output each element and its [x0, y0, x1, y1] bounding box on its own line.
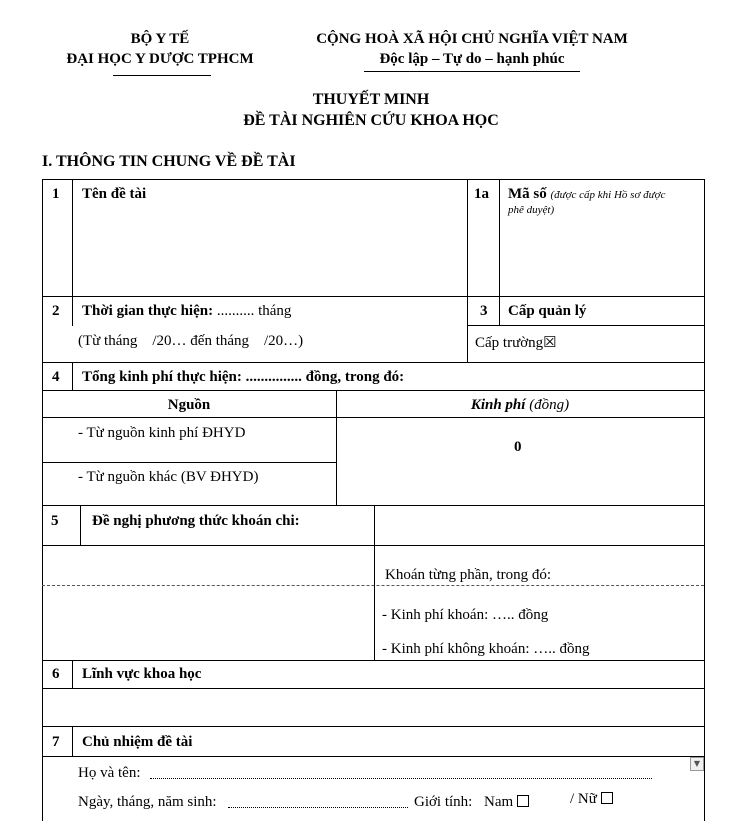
budget-amount[interactable]: 0: [514, 439, 522, 455]
male-checkbox[interactable]: [517, 795, 529, 807]
project-leader-label: Chủ nhiệm đề tài: [82, 734, 193, 750]
row-divider: [42, 417, 704, 418]
motto-underline: [364, 71, 580, 72]
row-divider: [42, 545, 704, 546]
row-6-number: 6: [52, 666, 60, 682]
payment-method-label: Đề nghị phương thức khoán chi:: [92, 513, 300, 529]
section-heading: I. THÔNG TIN CHUNG VỀ ĐỀ TÀI: [42, 153, 296, 170]
table-border-right: [704, 179, 705, 821]
ministry-name: BỘ Y TẾ: [130, 31, 190, 47]
row-divider: [42, 390, 704, 391]
document-title: THUYẾT MINH: [312, 91, 430, 108]
male-option-label: Nam: [484, 794, 514, 810]
gender-label: Giới tính:: [414, 794, 473, 810]
row-divider: [42, 660, 704, 661]
project-code-note-2: phê duyệt): [508, 204, 555, 216]
project-code-note: (được cấp khi Hồ sơ được: [550, 189, 666, 201]
row-divider: [42, 462, 336, 463]
science-field-input[interactable]: [43, 690, 703, 724]
row-1a-number: 1a: [474, 186, 489, 202]
budget-cost-unit: (đồng): [525, 397, 570, 413]
female-checkbox[interactable]: [601, 792, 613, 804]
row-divider: [42, 505, 704, 506]
project-title-label: Tên đề tài: [82, 186, 147, 202]
national-motto: Độc lập – Tự do – hạnh phúc: [379, 51, 565, 67]
non-fixed-budget-line[interactable]: - Kinh phí không khoán: ….. đồng: [382, 641, 590, 657]
dropdown-arrow-icon[interactable]: ▼: [690, 757, 704, 771]
dob-label: Ngày, tháng, năm sinh:: [78, 794, 217, 810]
row-2-number: 2: [52, 303, 60, 319]
university-name: ĐẠI HỌC Y DƯỢC TPHCM: [66, 51, 254, 67]
col-divider: [72, 362, 73, 390]
management-level-value: Cấp trường: [475, 335, 544, 351]
row-divider: [42, 296, 704, 297]
col-divider: [72, 296, 73, 326]
duration-label: Thời gian thực hiện:: [82, 303, 214, 319]
col-divider: [72, 726, 73, 756]
col-divider: [72, 660, 73, 688]
school-level-checkbox[interactable]: ☒: [543, 335, 557, 351]
full-name-input[interactable]: [150, 778, 652, 779]
duration-value[interactable]: .......... tháng: [213, 303, 292, 319]
col-divider: [374, 505, 375, 660]
budget-source-header: Nguồn: [167, 397, 211, 413]
row-divider: [42, 585, 704, 586]
total-budget-label: Tổng kinh phí thực hiện:: [82, 369, 242, 385]
budget-source-university: - Từ nguồn kinh phí ĐHYD: [78, 425, 246, 441]
republic-name: CỘNG HOÀ XÃ HỘI CHỦ NGHĨA VIỆT NAM: [316, 31, 628, 47]
duration-range[interactable]: (Từ tháng /20… đến tháng /20…): [78, 333, 304, 349]
university-underline: [113, 75, 211, 76]
row-divider: [42, 688, 704, 689]
table-border-top: [42, 179, 704, 180]
total-budget-value[interactable]: ............... đồng, trong đó:: [241, 369, 405, 385]
partial-payment-option[interactable]: Khoán từng phần, trong đó:: [385, 567, 552, 583]
row-divider: [42, 756, 704, 757]
row-5-number: 5: [51, 513, 59, 529]
table-border-left: [42, 179, 43, 821]
row-1-number: 1: [52, 186, 60, 202]
project-code-field[interactable]: [500, 222, 703, 294]
project-code-label: Mã số: [508, 186, 547, 202]
row-divider: [42, 362, 704, 363]
row-divider: [42, 726, 704, 727]
budget-cost-header: Kinh phí: [470, 397, 526, 413]
row-divider: [467, 325, 704, 326]
row-4-number: 4: [52, 369, 60, 385]
project-title-field[interactable]: [72, 210, 466, 294]
full-name-label: Họ và tên:: [78, 765, 141, 781]
row-3-number: 3: [480, 303, 488, 319]
col-divider: [467, 179, 468, 362]
budget-source-other: - Từ nguồn khác (BV ĐHYD): [78, 469, 259, 485]
fixed-budget-line[interactable]: - Kinh phí khoán: ….. đồng: [382, 607, 549, 623]
science-field-label: Lĩnh vực khoa học: [82, 666, 202, 682]
col-divider: [499, 296, 500, 325]
col-divider: [80, 505, 81, 545]
management-level-label: Cấp quản lý: [508, 303, 587, 319]
document-subtitle: ĐỀ TÀI NGHIÊN CỨU KHOA HỌC: [243, 112, 499, 129]
female-option-label: / Nữ: [570, 791, 597, 807]
dob-input[interactable]: [228, 807, 408, 808]
row-7-number: 7: [52, 734, 60, 750]
